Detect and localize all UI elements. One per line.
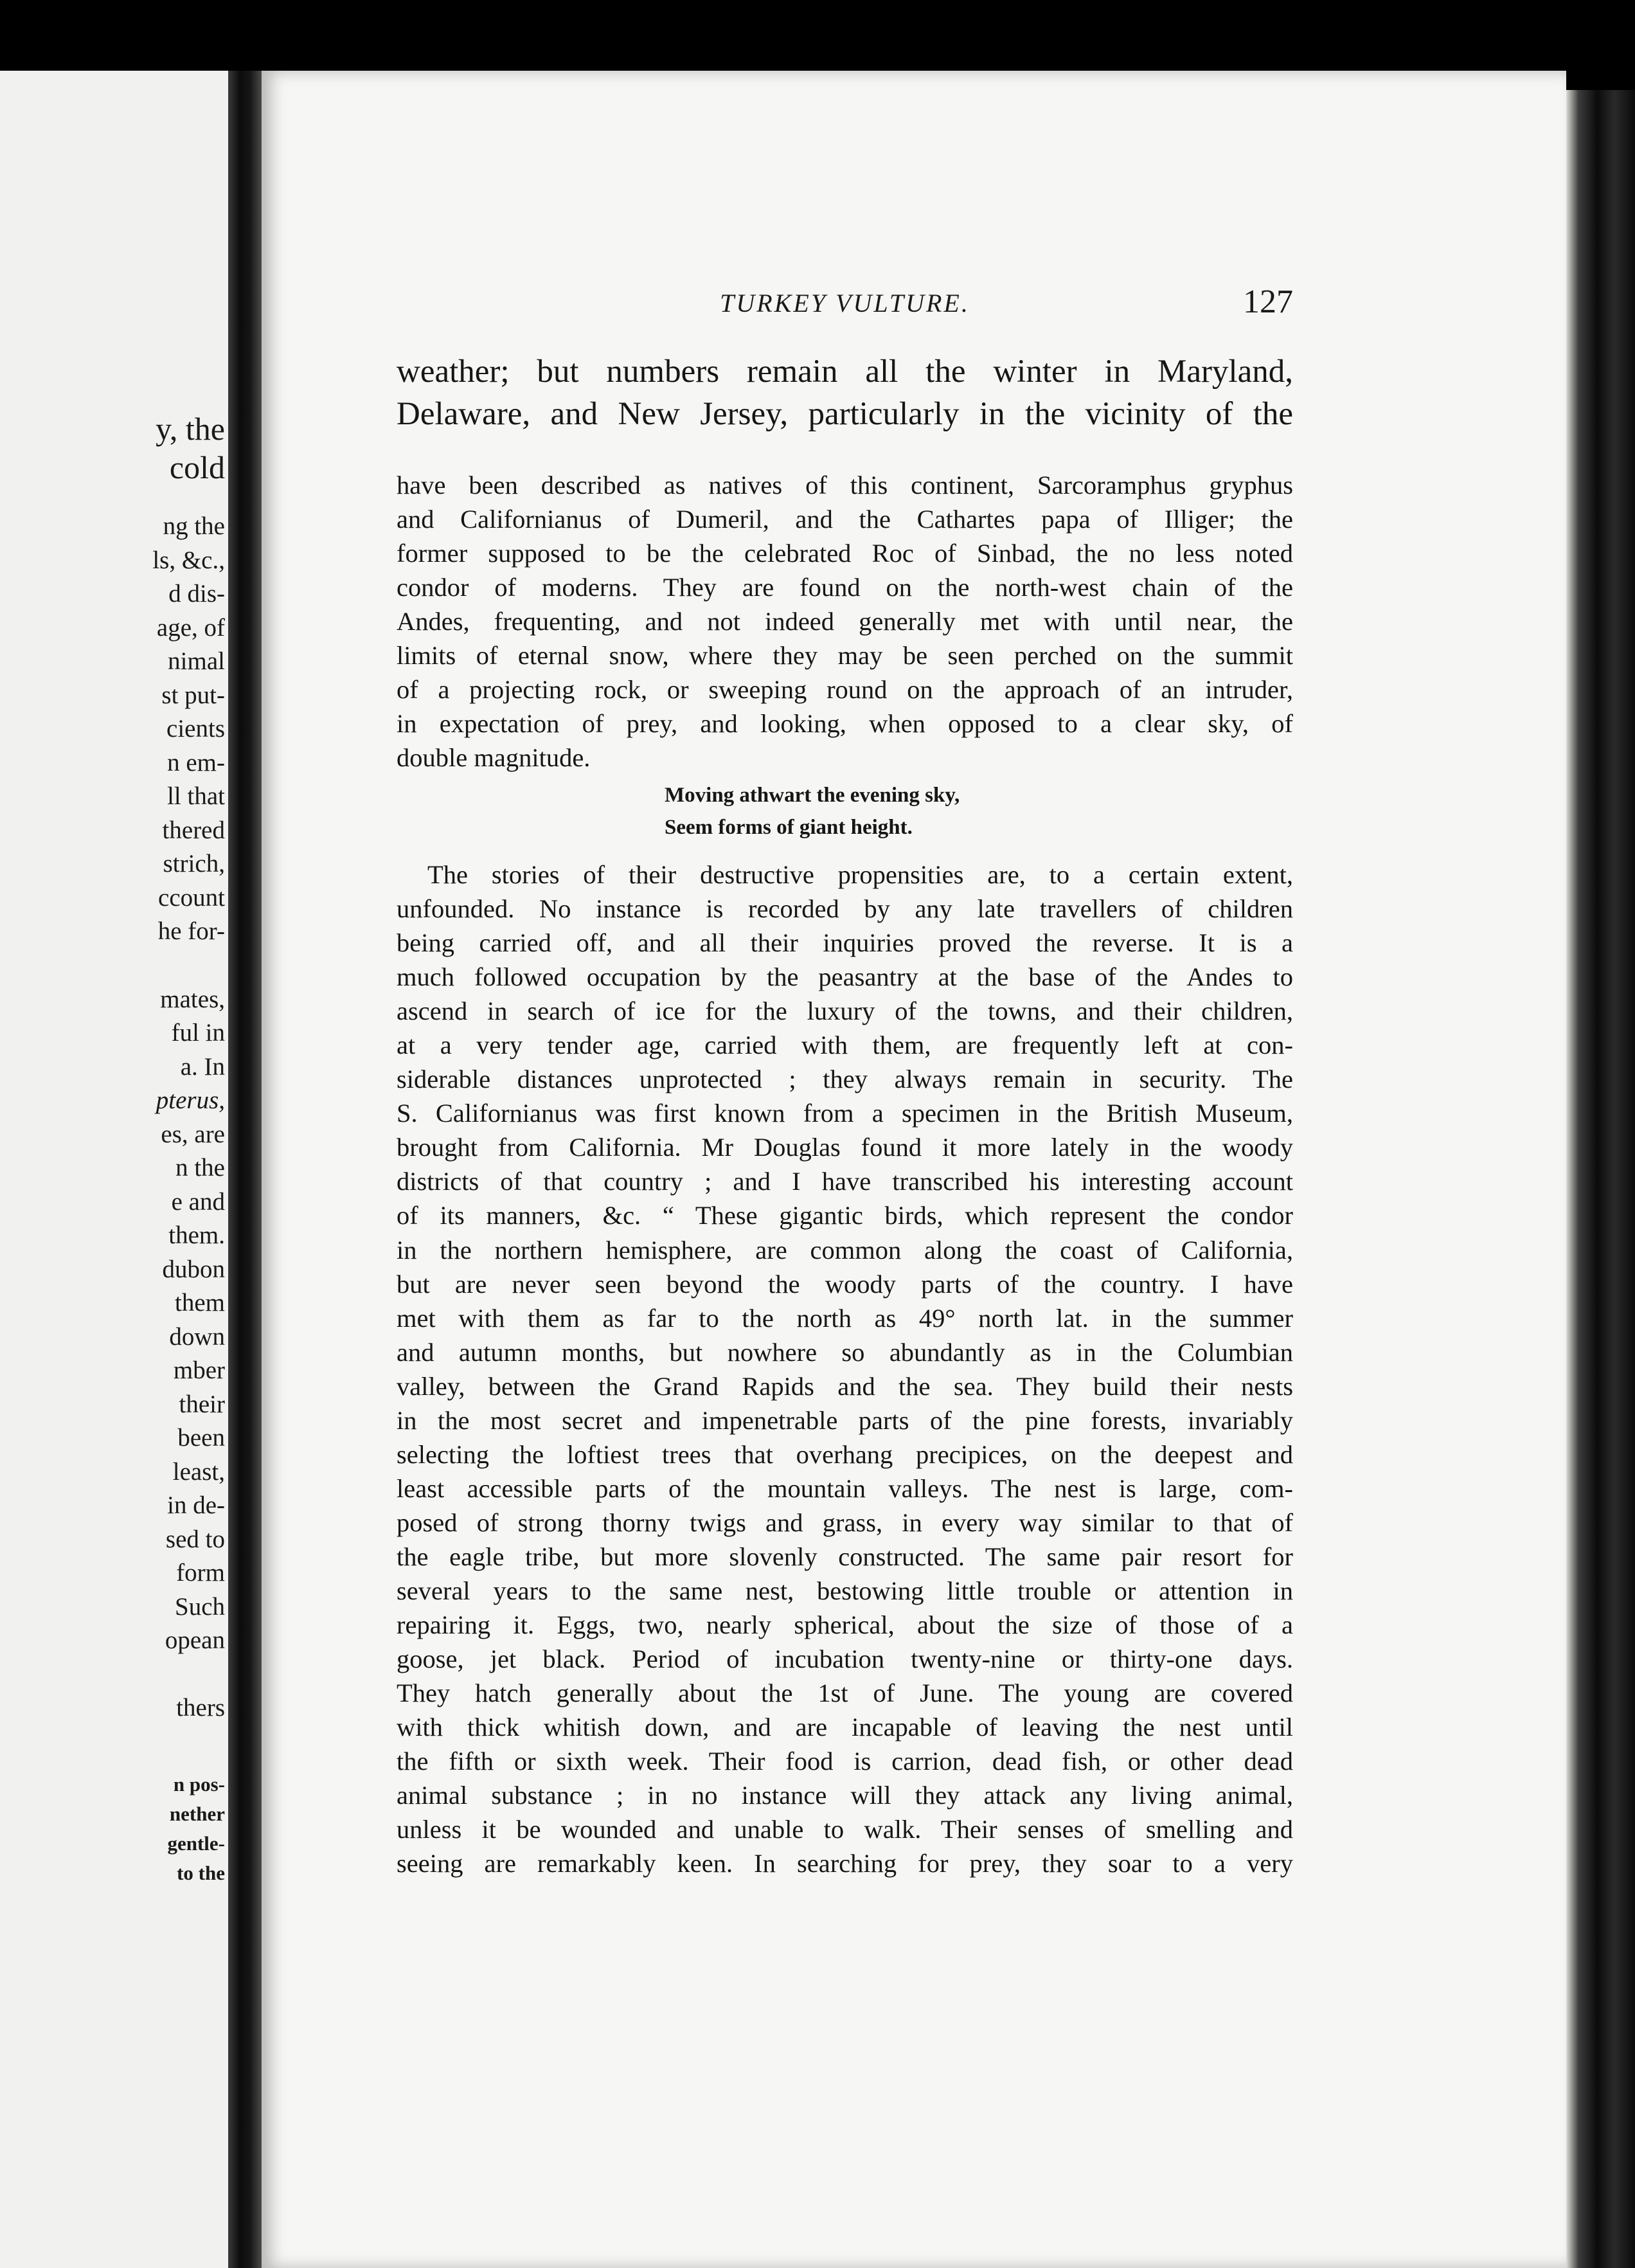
left-fragment: st put- — [161, 681, 225, 709]
left-fragment: sed to — [165, 1526, 225, 1553]
left-fragment: y, the — [156, 411, 225, 447]
body-line: in the northern hemisphere, are common along the coast of California, — [397, 1235, 1293, 1264]
body-line: repairing it. Eggs, two, nearly spherical, about the size of those of a — [397, 1610, 1293, 1640]
body-line: unfounded. No instance is recorded by any late travellers of children — [397, 894, 1293, 924]
left-fragment: ll that — [167, 782, 225, 810]
left-fragment: to the — [177, 1862, 225, 1884]
verse-quotation — [665, 780, 1293, 843]
left-fragment: strich, — [163, 850, 225, 878]
left-fragment: nimal — [168, 647, 225, 675]
left-fragment: dubon — [162, 1256, 225, 1283]
book-gutter — [228, 71, 262, 2268]
body-line: but are never seen beyond the woody parts of the country. I have — [397, 1269, 1293, 1299]
body-line: the fifth or sixth week. Their food is carrion, dead fish, or other dead — [397, 1747, 1293, 1776]
body-line: goose, jet black. Period of incubation twenty-nine or thirty-one days. — [397, 1644, 1293, 1674]
body-line: posed of strong thorny twigs and grass, in every way similar to that of — [397, 1508, 1293, 1537]
body-line: animal substance ; in no instance will they attack any living animal, — [397, 1781, 1293, 1810]
footnote-line: Andes, frequenting, and not indeed generally met with until near, the — [397, 606, 1293, 636]
body-line: ascend in search of ice for the luxury of the towns, and their children, — [397, 996, 1293, 1026]
footnote-paragraph — [397, 468, 1293, 775]
body-line: the eagle tribe, but more slovenly constructed. The same pair resort for — [397, 1542, 1293, 1571]
footnote-line: former supposed to be the celebrated Roc of Sinbad, the no less noted — [397, 538, 1293, 568]
footnote-line: and Californianus of Dumeril, and the Cathartes papa of Illiger; the — [397, 504, 1293, 534]
left-fragment: pterus, — [156, 1086, 225, 1114]
left-fragment: age, of — [156, 614, 225, 642]
page-edge-shadow — [1566, 90, 1635, 2268]
left-fragment: he for- — [157, 917, 225, 945]
body-line: much followed occupation by the peasantry at the base of the Andes to — [397, 962, 1293, 992]
body-line: siderable distances unprotected ; they always remain in security. The — [397, 1065, 1293, 1094]
page-number: 127 — [1243, 284, 1293, 320]
body-line: S. Californianus was first known from a specimen in the British Museum, — [397, 1099, 1293, 1128]
body-line: in the most secret and impenetrable parts of the pine forests, invariably — [397, 1405, 1293, 1435]
running-head: TURKEY VULTURE. — [720, 289, 970, 318]
left-fragment: thered — [162, 816, 225, 844]
body-line: seeing are remarkably keen. In searching for prey, they soar to a very — [397, 1849, 1293, 1878]
left-fragment: them. — [168, 1221, 225, 1249]
body-line: of its manners, &c. “ These gigantic birds, which represent the condor — [397, 1201, 1293, 1230]
left-fragment: gentle- — [167, 1832, 225, 1855]
left-fragment: e and — [171, 1188, 225, 1216]
body-paragraph — [397, 858, 1293, 1880]
lead-line: weather; but numbers remain all the winter in Maryland, — [397, 354, 1293, 390]
left-fragment: ccount — [158, 884, 225, 912]
body-line: at a very tender age, carried with them, are frequently left at con- — [397, 1030, 1293, 1060]
page-text-block — [397, 276, 1293, 1880]
footnote-line: in expectation of prey, and looking, when opposed to a clear sky, of — [397, 708, 1293, 738]
left-fragment: ls, &c., — [152, 546, 225, 574]
body-line: districts of that country ; and I have transcribed his interesting account — [397, 1167, 1293, 1196]
left-fragment: been — [177, 1424, 225, 1452]
body-line: valley, between the Grand Rapids and the sea. They build their nests — [397, 1371, 1293, 1401]
left-fragment: ng the — [163, 512, 225, 540]
page-header — [397, 276, 1293, 350]
lead-paragraph — [397, 350, 1293, 436]
body-line: several years to the same nest, bestowing little trouble or attention in — [397, 1576, 1293, 1605]
footnote-line: limits of eternal snow, where they may be seen perched on the summit — [397, 640, 1293, 670]
body-line: being carried off, and all their inquiries proved the reverse. It is a — [397, 928, 1293, 958]
left-fragment: them — [175, 1289, 225, 1317]
left-fragment: Such — [175, 1593, 225, 1621]
left-fragment: n the — [175, 1154, 225, 1182]
left-fragment: opean — [165, 1626, 225, 1654]
verse-line: Moving athwart the evening sky, — [665, 784, 960, 807]
left-fragment: nether — [169, 1803, 225, 1825]
left-fragment: n pos- — [173, 1773, 225, 1796]
body-line: with thick whitish down, and are incapable of leaving the nest until — [397, 1713, 1293, 1742]
footnote-line: condor of moderns. They are found on the north-west chain of the — [397, 572, 1293, 602]
left-fragment: es, are — [161, 1120, 225, 1148]
left-fragment: d dis- — [168, 580, 225, 608]
body-line: and autumn months, but nowhere so abundantly as in the Columbian — [397, 1337, 1293, 1367]
left-fragment: n em- — [167, 749, 225, 777]
body-line: selecting the loftiest trees that overhang precipices, on the deepest and — [397, 1439, 1293, 1469]
left-fragment: thers — [176, 1694, 225, 1722]
left-fragment: a. In — [180, 1053, 225, 1081]
left-fragment: mates, — [160, 986, 225, 1013]
body-line: unless it be wounded and unable to walk. Their senses of smelling and — [397, 1815, 1293, 1844]
left-fragment: cients — [166, 715, 225, 742]
verse-line: Seem forms of giant height. — [665, 815, 913, 839]
left-fragment: mber — [173, 1356, 225, 1384]
left-fragment: in de- — [167, 1491, 225, 1519]
lead-line: Delaware, and New Jersey, particularly in the vicinity of the — [397, 396, 1293, 433]
body-line: least accessible parts of the mountain valleys. The nest is large, com- — [397, 1473, 1293, 1503]
body-line: They hatch generally about the 1st of June. The young are covered — [397, 1679, 1293, 1708]
left-fragment: ful in — [171, 1019, 225, 1047]
body-line: brought from California. Mr Douglas found it more lately in the woody — [397, 1133, 1293, 1162]
footnote-line: of a projecting rock, or sweeping round on the approach of an intruder, — [397, 674, 1293, 704]
left-facing-page — [0, 71, 228, 2268]
body-line: The stories of their destructive propensities are, to a certain extent, — [427, 860, 1293, 890]
left-fragment: form — [176, 1559, 225, 1587]
left-fragment: cold — [169, 449, 225, 485]
footnote-line: have been described as natives of this continent, Sarcoramphus gryphus — [397, 470, 1293, 500]
left-fragment: least, — [172, 1458, 225, 1486]
body-line: met with them as far to the north as 49° north lat. in the summer — [397, 1303, 1293, 1333]
footnote-line: double magnitude. — [397, 742, 591, 772]
left-fragment: down — [169, 1323, 225, 1351]
left-fragment: their — [179, 1390, 225, 1418]
